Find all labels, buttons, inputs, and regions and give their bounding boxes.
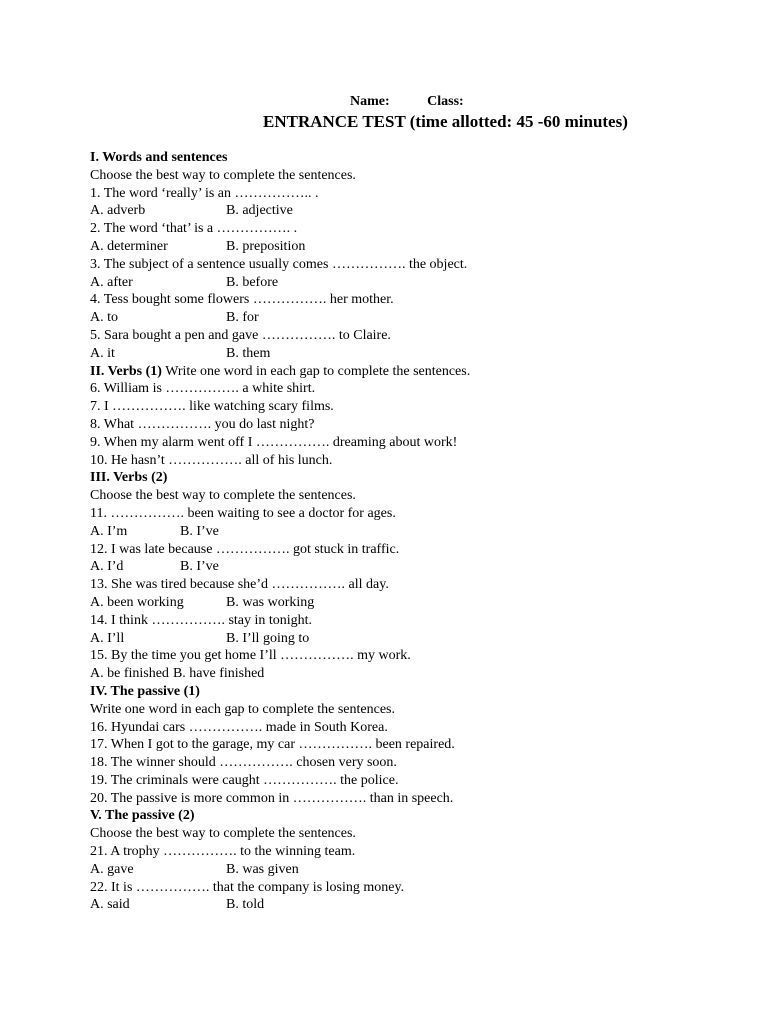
section-instruction: Choose the best way to complete the sentences. <box>90 167 356 183</box>
question: 13. She was tired because she’d ……………. all day. <box>90 577 389 593</box>
section-heading: II. Verbs (1) <box>90 363 162 379</box>
option-a: A. it <box>90 345 115 361</box>
option-b: B. was given <box>226 861 299 877</box>
option-b: B. adjective <box>226 203 293 219</box>
question: 21. A trophy ……………. to the winning team. <box>90 844 356 860</box>
option-a: A. determiner <box>90 238 168 254</box>
option-a: A. be finished <box>90 666 169 682</box>
question: 14. I think ……………. stay in tonight. <box>90 612 313 628</box>
question: 1. The word ‘really’ is an …………….. . <box>90 185 319 201</box>
option-b: B. preposition <box>226 238 306 254</box>
question: 18. The winner should ……………. chosen very soon. <box>90 755 397 771</box>
option-b: B. I’ve <box>180 523 219 539</box>
option-a: A. I’ll <box>90 630 125 646</box>
options <box>90 665 690 683</box>
question: 7. I ……………. like watching scary films. <box>90 399 334 415</box>
option-b: B. I’ll going to <box>226 630 310 646</box>
options <box>90 896 690 914</box>
question: 8. What ……………. you do last night? <box>90 416 315 432</box>
option-b: B. for <box>226 310 259 326</box>
option-b: B. before <box>226 274 279 290</box>
option-a: A. I’d <box>90 559 124 575</box>
section-heading: I. Words and sentences <box>90 150 228 165</box>
option-a: A. said <box>90 897 130 913</box>
option-a: A. gave <box>90 861 134 877</box>
options <box>90 558 690 576</box>
option-b: B. was working <box>226 594 315 610</box>
class-label: Class: <box>427 94 464 109</box>
page-title: ENTRANCE TEST (time allotted: 45 -60 minutes) <box>263 112 628 131</box>
options <box>90 861 690 879</box>
section-heading: V. The passive (2) <box>90 808 195 824</box>
options <box>90 309 690 327</box>
question: 17. When I got to the garage, my car ……………. been repaired. <box>90 737 455 753</box>
question: 4. Tess bought some flowers ……………. her mother. <box>90 292 394 308</box>
option-a: A. I’m <box>90 523 128 539</box>
option-a: A. adverb <box>90 203 146 219</box>
section-heading-line <box>90 363 690 381</box>
test-content <box>90 149 690 914</box>
question: 12. I was late because ……………. got stuck in traffic. <box>90 541 400 557</box>
question: 10. He hasn’t ……………. all of his lunch. <box>90 452 333 468</box>
options <box>90 274 690 292</box>
option-b: B. them <box>226 345 271 361</box>
question: 20. The passive is more common in ……………. than in speech. <box>90 790 454 806</box>
options <box>90 630 690 648</box>
options <box>90 238 690 256</box>
option-a: A. been working <box>90 594 184 610</box>
question: 15. By the time you get home I’ll ……………. my work. <box>90 648 411 664</box>
question: 5. Sara bought a pen and gave ……………. to Claire. <box>90 327 391 343</box>
name-class-line <box>350 93 464 111</box>
question: 3. The subject of a sentence usually comes ……………. the object. <box>90 256 468 272</box>
section-heading: IV. The passive (1) <box>90 683 200 699</box>
option-b: B. told <box>226 897 265 913</box>
option-a: A. after <box>90 274 133 290</box>
section-instruction: Write one word in each gap to complete the sentences. <box>165 363 471 379</box>
option-b: B. I’ve <box>180 559 219 575</box>
question: 19. The criminals were caught ……………. the police. <box>90 772 399 788</box>
options <box>90 523 690 541</box>
name-label: Name: <box>350 94 390 109</box>
section-instruction: Choose the best way to complete the sentences. <box>90 488 356 504</box>
section-heading: III. Verbs (2) <box>90 470 168 486</box>
question: 2. The word ‘that’ is a ……………. . <box>90 221 298 237</box>
option-a: A. to <box>90 310 118 326</box>
question: 22. It is ……………. that the company is losing money. <box>90 879 405 895</box>
question: 9. When my alarm went off I ……………. dreaming about work! <box>90 434 458 450</box>
question: 11. ……………. been waiting to see a doctor for ages. <box>90 505 396 521</box>
options <box>90 202 690 220</box>
section-instruction: Choose the best way to complete the sentences. <box>90 826 356 842</box>
question: 6. William is ……………. a white shirt. <box>90 381 316 397</box>
option-b: B. have finished <box>172 666 265 682</box>
section-instruction: Write one word in each gap to complete the sentences. <box>90 701 395 717</box>
question: 16. Hyundai cars ……………. made in South Korea. <box>90 719 388 735</box>
options <box>90 345 690 363</box>
options <box>90 594 690 612</box>
